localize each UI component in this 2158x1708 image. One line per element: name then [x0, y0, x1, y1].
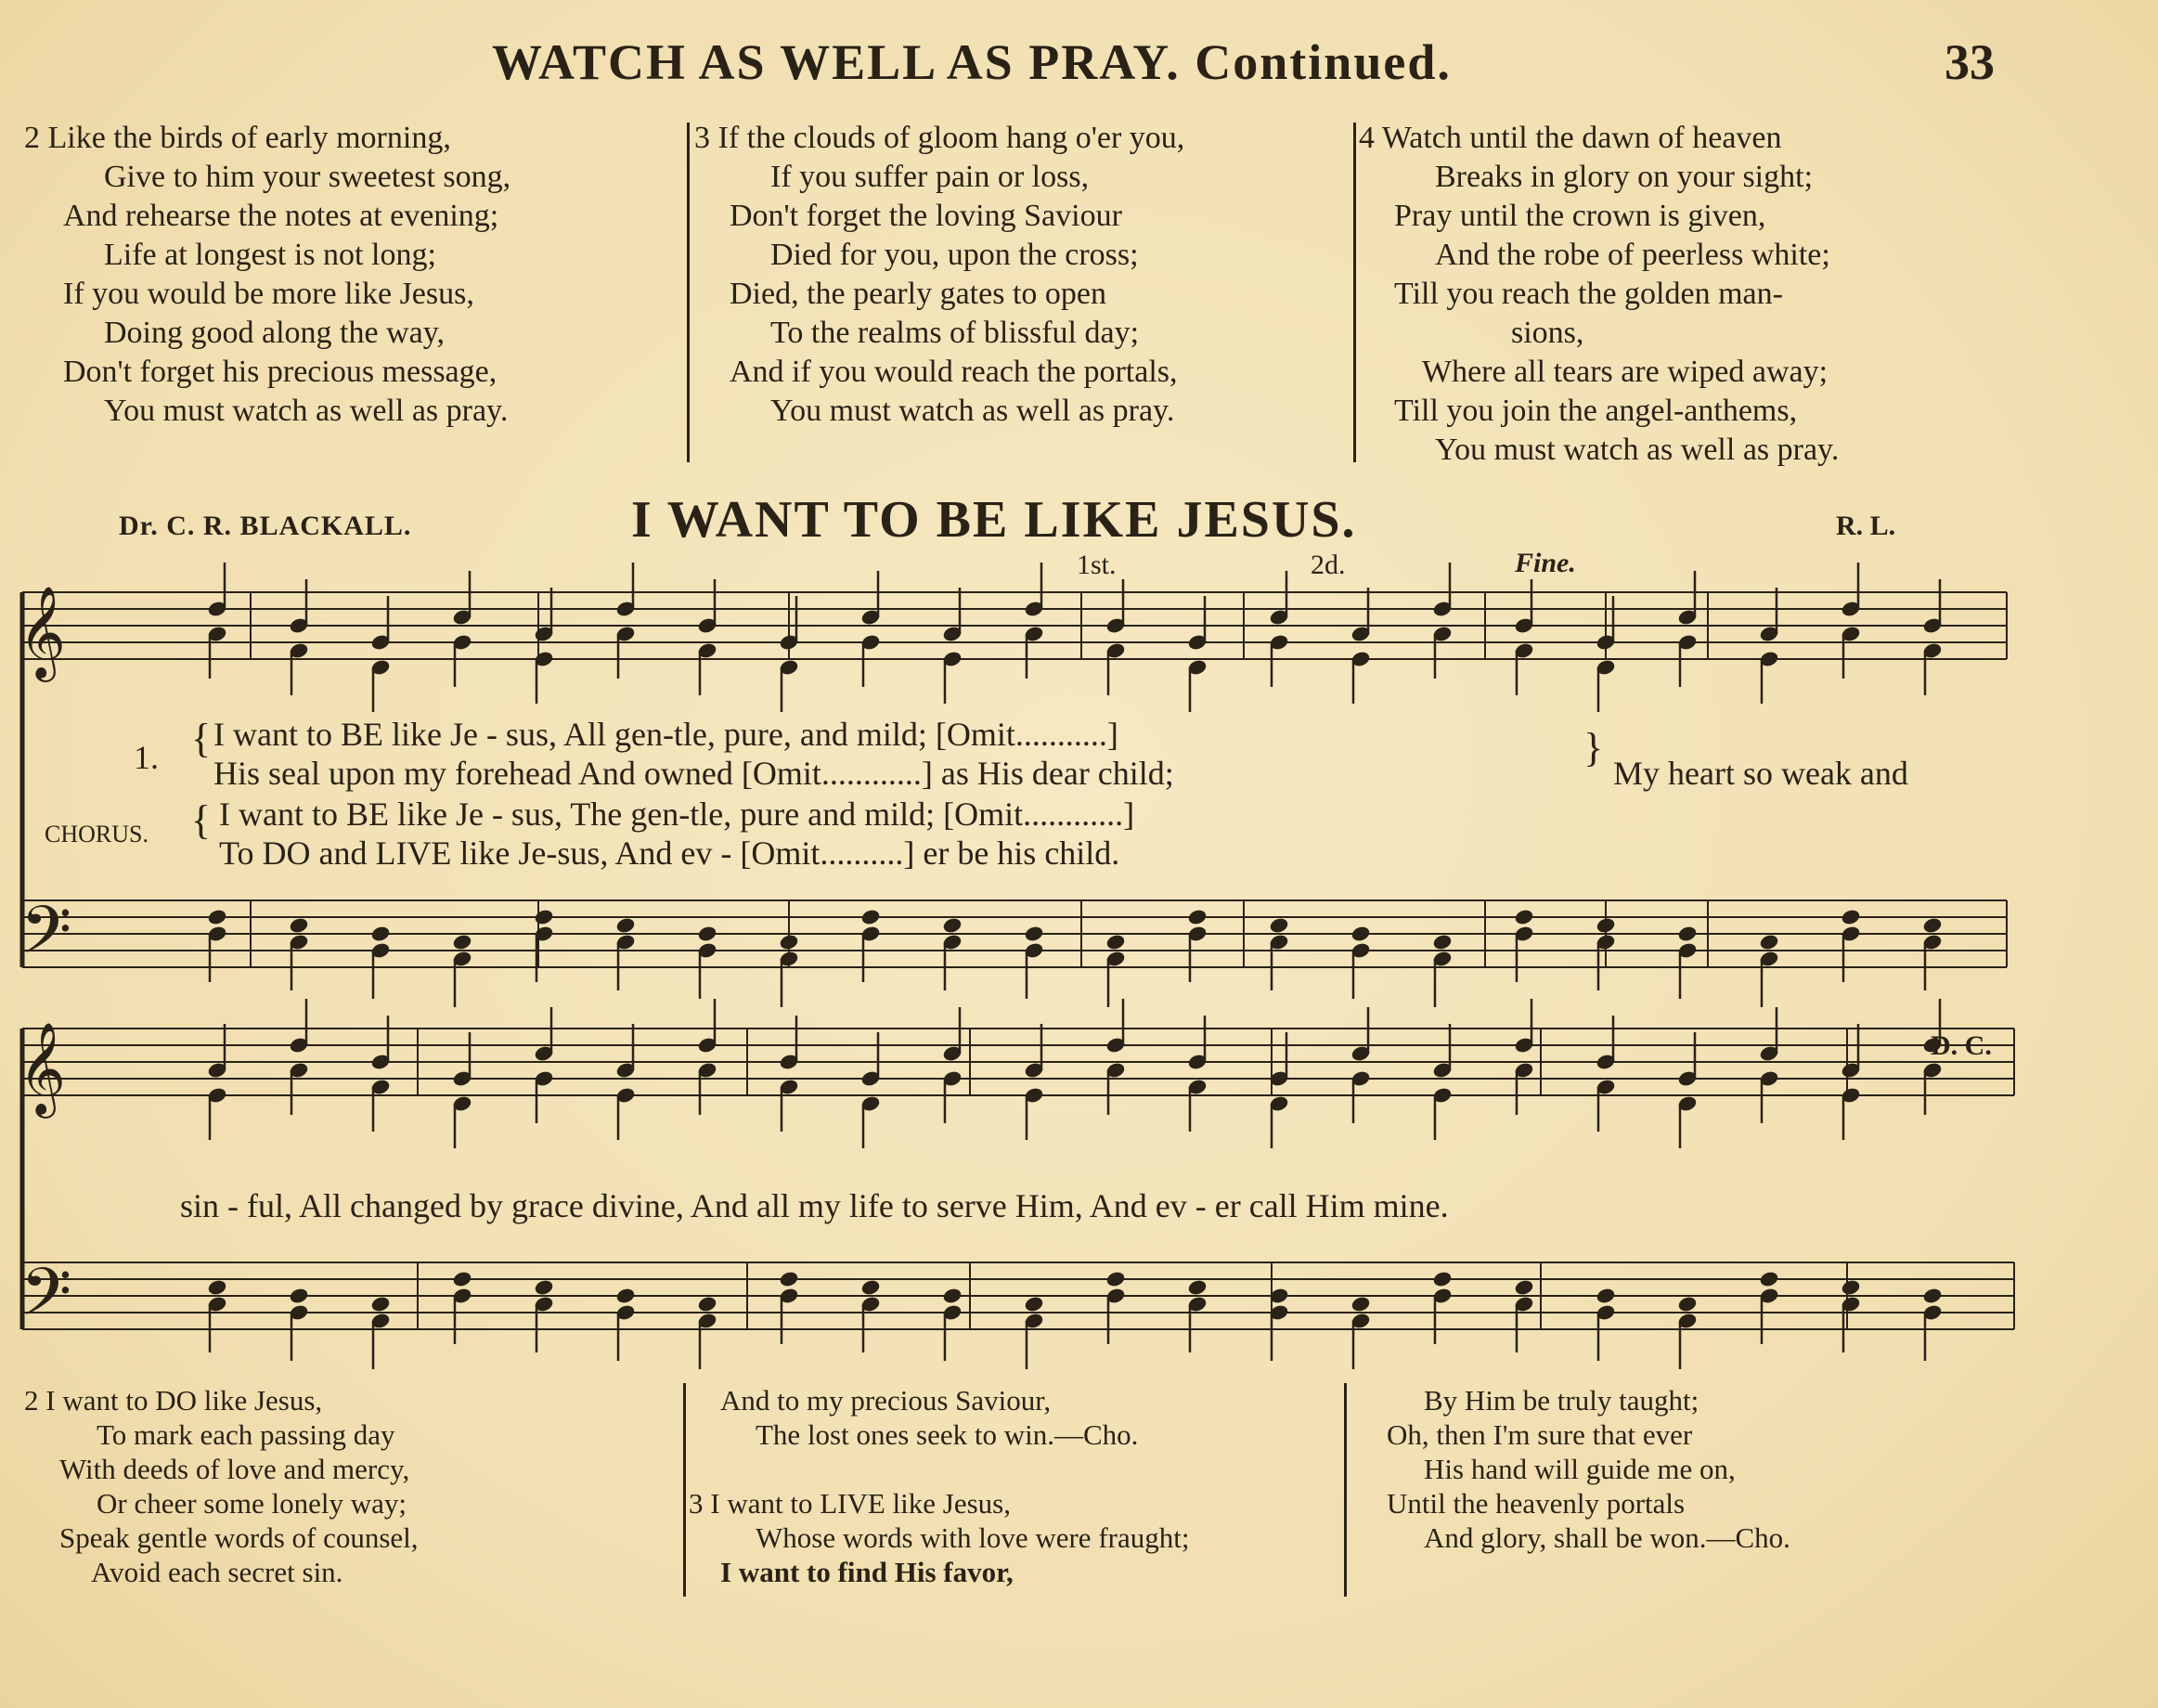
- verse-line: You must watch as well as pray.: [104, 394, 509, 428]
- page-number: 33: [1945, 34, 1995, 90]
- lyric-line: My heart so weak and: [1613, 755, 1908, 792]
- note-head: [860, 909, 880, 925]
- note-head: [1024, 1296, 1043, 1313]
- chorus-label: CHORUS.: [45, 821, 149, 848]
- verse-line: Breaks in glory on your sight;: [1435, 160, 1814, 194]
- note-head: [452, 1271, 472, 1287]
- verse-line: If you would be more like Jesus,: [63, 277, 474, 311]
- note-head: [370, 925, 390, 942]
- bottom-verse-3-cont: [1387, 1383, 1790, 1555]
- verse-line: 3 If the clouds of gloom hang o'er you,: [694, 121, 1185, 155]
- verse-line: You must watch as well as pray.: [1435, 433, 1840, 467]
- verse-brace: {: [191, 716, 212, 761]
- verse-brace-close: }: [1583, 725, 1604, 770]
- note-head: [207, 1279, 226, 1296]
- verse-line: Don't forget his precious message,: [63, 355, 498, 389]
- note-head: [1514, 1279, 1533, 1296]
- note-head: [1105, 934, 1125, 951]
- verse-line: Pray until the crown is given,: [1394, 199, 1766, 233]
- note-head: [1105, 1271, 1125, 1287]
- note-head: [697, 1296, 717, 1313]
- verse-line: And if you would reach the portals,: [730, 355, 1178, 389]
- second-ending-mark: 2d.: [1311, 550, 1346, 580]
- verse-line: Till you reach the golden man-: [1394, 277, 1783, 311]
- chorus-brace: {: [191, 797, 212, 843]
- verse-line: 2 I want to DO like Jesus,: [24, 1384, 323, 1417]
- note-head: [1922, 1287, 1942, 1304]
- verse-line: His hand will guide me on,: [1424, 1453, 1736, 1485]
- note-head: [534, 1279, 553, 1296]
- verse-line: Speak gentle words of counsel,: [59, 1521, 419, 1554]
- note-head: [289, 917, 308, 934]
- verse-line: And rehearse the notes at evening;: [63, 199, 499, 233]
- composer: Dr. C. R. BLACKALL.: [119, 511, 412, 541]
- dc-mark: D. C.: [1931, 1030, 1992, 1061]
- column-divider: [1344, 1383, 1347, 1597]
- note-head: [1759, 1271, 1778, 1287]
- verse-line: 3 I want to LIVE like Jesus,: [689, 1487, 1011, 1520]
- verse-line: Avoid each secret sin.: [91, 1556, 343, 1588]
- verse-line: Till you join the angel-anthems,: [1394, 394, 1798, 428]
- verse-line: And the robe of peerless white;: [1435, 238, 1830, 272]
- verse-line: Died, the pearly gates to open: [730, 277, 1106, 311]
- note-head: [1596, 917, 1615, 934]
- verse-line: And glory, shall be won.—Cho.: [1424, 1521, 1790, 1554]
- note-head: [779, 934, 798, 951]
- first-ending-mark: 1st.: [1077, 550, 1117, 580]
- verse-line: Doing good along the way,: [104, 316, 446, 350]
- verse-line: If you suffer pain or loss,: [770, 160, 1090, 194]
- note-head: [1024, 925, 1043, 942]
- verse-line: 4 Watch until the dawn of heaven: [1359, 121, 1782, 155]
- verse-line: I want to find His favor,: [720, 1556, 1014, 1588]
- verse-line: Don't forget the loving Saviour: [730, 199, 1122, 233]
- verse-number: 1.: [134, 739, 159, 776]
- verse-line: Whose words with love were fraught;: [756, 1521, 1190, 1554]
- note-head: [207, 909, 226, 925]
- note-head: [1596, 1287, 1615, 1304]
- verse-line: Until the heavenly portals: [1387, 1487, 1686, 1520]
- bottom-verse-2: [24, 1383, 419, 1589]
- column-divider: [683, 1383, 686, 1597]
- treble-clef-icon: 𝄞: [19, 586, 66, 679]
- bass-clef-icon: 𝄢: [20, 892, 72, 985]
- note-head: [1187, 1279, 1207, 1296]
- note-head: [942, 917, 962, 934]
- verse-line: And to my precious Saviour,: [720, 1384, 1052, 1417]
- verse-line: To the realms of blissful day;: [770, 316, 1140, 350]
- verse-line: Oh, then I'm sure that ever: [1387, 1418, 1693, 1451]
- note-head: [1269, 917, 1288, 934]
- lyric-line: I want to BE like Je - sus, All gen-tle, pure, and mild; [Omit...........]: [213, 716, 1118, 753]
- verse-line: Where all tears are wiped away;: [1422, 355, 1828, 389]
- verse-line: By Him be truly taught;: [1424, 1384, 1699, 1417]
- note-head: [452, 934, 472, 951]
- verse-line: Died for you, upon the cross;: [770, 238, 1139, 272]
- verse-line: You must watch as well as pray.: [770, 394, 1175, 428]
- note-head: [615, 917, 635, 934]
- note-head: [1677, 925, 1697, 942]
- note-head: [1350, 1296, 1370, 1313]
- note-head: [534, 909, 553, 925]
- lyric-line: sin - ful, All changed by grace divine, And all my life to serve Him, And ev - er call Him mine.: [180, 1187, 1449, 1224]
- note-head: [370, 1296, 390, 1313]
- running-title: WATCH AS WELL AS PRAY. Continued.: [492, 34, 1452, 90]
- hymn-title: I WANT TO BE LIKE JESUS.: [631, 491, 1357, 549]
- note-head: [1841, 1279, 1860, 1296]
- verse-line: 2 Like the birds of early morning,: [24, 121, 451, 155]
- note-head: [1841, 909, 1860, 925]
- note-head: [942, 1287, 962, 1304]
- verse-line: Or cheer some lonely way;: [97, 1487, 407, 1520]
- verse-line: The lost ones seek to win.—Cho.: [756, 1418, 1139, 1451]
- note-head: [779, 1271, 798, 1287]
- note-head: [615, 1287, 635, 1304]
- note-head: [1432, 934, 1452, 951]
- note-head: [1514, 909, 1533, 925]
- note-head: [1432, 1271, 1452, 1287]
- verse-line: sions,: [1511, 316, 1584, 350]
- bass-clef-icon: 𝄢: [20, 1254, 72, 1347]
- author: R. L.: [1836, 511, 1896, 541]
- lyric-line: I want to BE like Je - sus, The gen-tle, pure and mild; [Omit............]: [219, 796, 1135, 833]
- note-head: [289, 1287, 308, 1304]
- lyric-line: To DO and LIVE like Je-sus, And ev - [Omit..........] er be his child.: [219, 835, 1120, 872]
- lyric-line: His seal upon my forehead And owned [Omit............] as His dear child;: [213, 755, 1174, 792]
- note-head: [1350, 925, 1370, 942]
- bottom-verse-3: [689, 1383, 1189, 1589]
- verse-line: To mark each passing day: [97, 1418, 395, 1451]
- fine-mark: Fine.: [1515, 548, 1576, 578]
- note-head: [1759, 934, 1778, 951]
- note-head: [1187, 909, 1207, 925]
- treble-clef-icon: 𝄞: [19, 1022, 66, 1115]
- verse-line: [689, 1452, 1189, 1486]
- verse-line: With deeds of love and mercy,: [59, 1453, 410, 1485]
- note-head: [1922, 917, 1942, 934]
- note-head: [860, 1279, 880, 1296]
- verse-line: Give to him your sweetest song,: [104, 160, 511, 194]
- note-head: [1677, 1296, 1697, 1313]
- verse-line: Life at longest is not long;: [104, 238, 436, 272]
- note-head: [697, 925, 717, 942]
